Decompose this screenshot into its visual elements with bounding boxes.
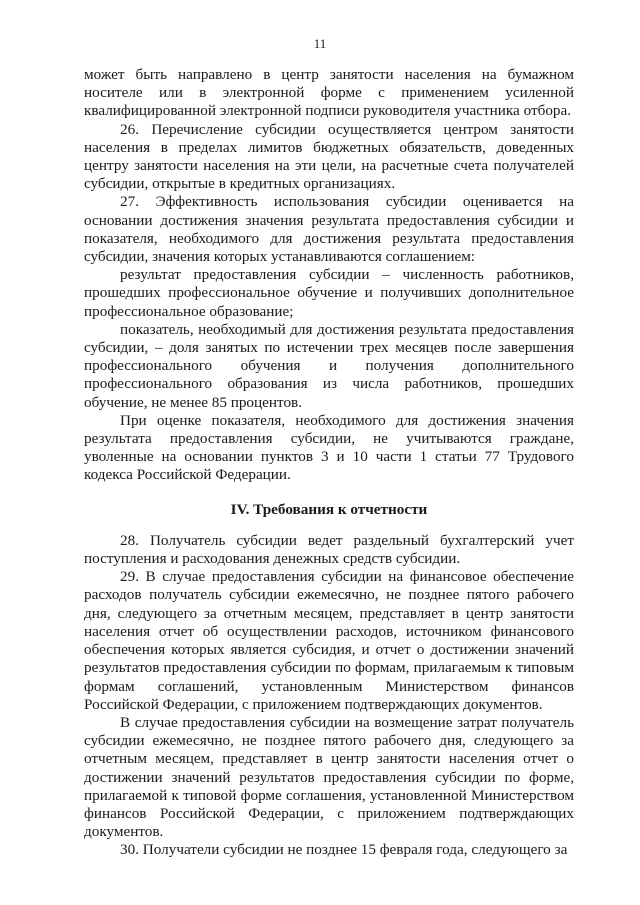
paragraph-27: 27. Эффективность использования субсидии оценивается на основании достижения значения результата предоставления субсидии и показателя, необходимого для достижения результата предоставления субсидии, значения которых устанавливаются соглашением:	[84, 193, 574, 266]
paragraph-29: 29. В случае предоставления субсидии на финансовое обеспечение расходов получатель субсидии ежемесячно, не позднее пятого рабочего дня, следующего за отчетным месяцем, представляет в центр занятости населения отчет об осуществлении расходов, источником финансового обеспечения которых является субсидия, и отчет о достижении значений результатов предоставления субсидии по формам, прилагаемым к типовым формам соглашений, установленным Министерством финансов Российской Федерации, с приложением подтверждающих документов.	[84, 568, 574, 713]
page-number: 11	[313, 36, 327, 51]
paragraph-26: 26. Перечисление субсидии осуществляется центром занятости населения в пределах лимитов бюджетных обязательств, доведенных центру занятости населения на эти цели, на расчетные счета получателей субсидии, открытые в кредитных организациях.	[84, 120, 574, 193]
document-body	[84, 66, 574, 860]
paragraph-28: 28. Получатель субсидии ведет раздельный бухгалтерский учет поступления и расходования денежных средств субсидии.	[84, 531, 574, 568]
paragraph-continuation: может быть направлено в центр занятости населения на бумажном носителе или в электронной форме с применением усиленной квалифицированной электронной подписи руководителя участника отбора.	[84, 66, 574, 120]
section-heading: IV. Требования к отчетности	[230, 500, 428, 518]
paragraph-indicator-definition: показатель, необходимый для достижения результата предоставления субсидии, – доля занятых по истечении трех месяцев после завершения профессионального обучения и получения дополнительного профессионального образования из числа работников, прошедших обучение, не менее 85 процентов.	[84, 320, 574, 411]
paragraph-result-definition: результат предоставления субсидии – численность работников, прошедших профессиональное обучение и получивших дополнительное профессиональное образование;	[84, 266, 574, 320]
paragraph-29-compensation: В случае предоставления субсидии на возмещение затрат получатель субсидии ежемесячно, не позднее пятого рабочего дня, следующего за отчетным месяцем, представляет в центр занятости населения отчет о достижении значений результатов предоставления субсидии по форме, прилагаемой к типовой форме соглашения, установленной Министерством финансов Российской Федерации, с приложением подтверждающих документов.	[84, 713, 574, 841]
paragraph-30: 30. Получатели субсидии не позднее 15 февраля года, следующего за	[120, 841, 568, 859]
paragraph-indicator-assessment: При оценке показателя, необходимого для достижения значения результата предоставления субсидии, не учитываются граждане, уволенные на основании пунктов 3 и 10 части 1 статьи 77 Трудового кодекса Российской Федерации.	[84, 411, 574, 484]
